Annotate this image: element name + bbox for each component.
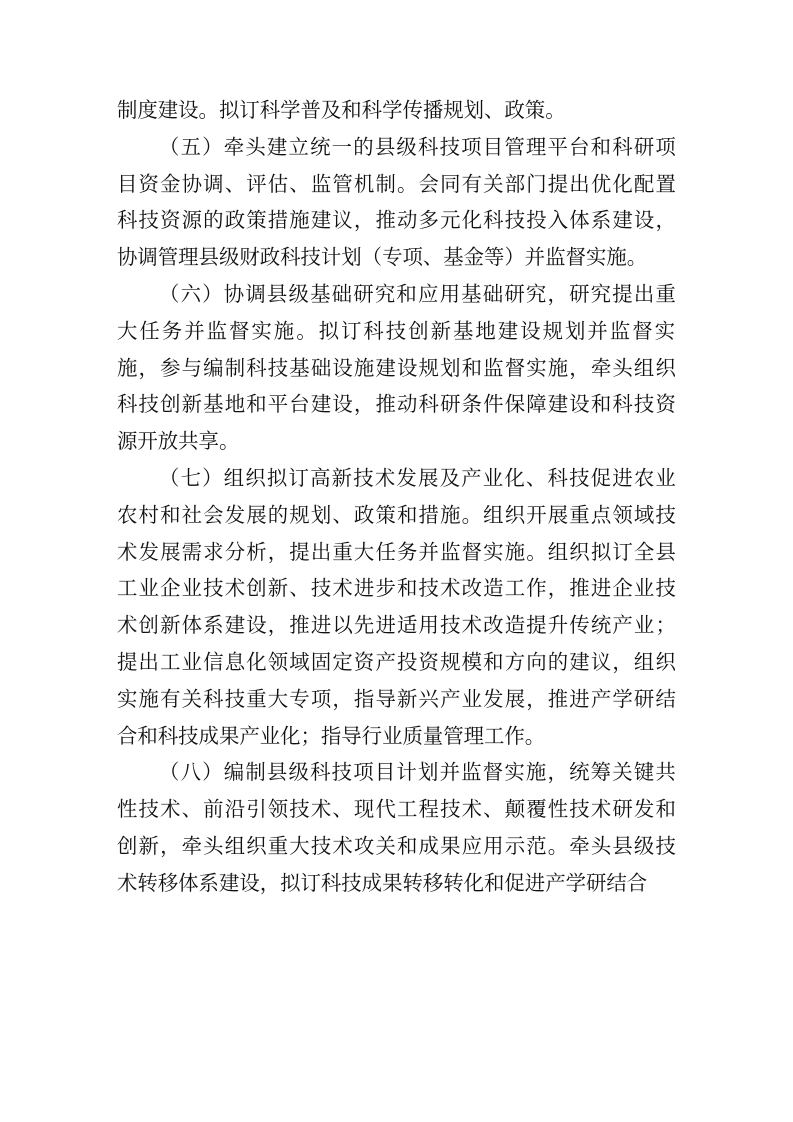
text-line: 术发展需求分析，提出重大任务并监督实施。组织拟订全县: [117, 539, 678, 564]
text-line: 源开放共享。: [117, 429, 240, 454]
text-line: 创新，牵头组织重大技术攻关和成果应用示范。牵头县级技: [117, 833, 678, 858]
text-line: （六）协调县级基础研究和应用基础研究，研究提出重: [159, 281, 678, 306]
text-line: 实施有关科技重大专项，指导新兴产业发展，推进产学研结: [117, 686, 678, 711]
text-line: 农村和社会发展的规划、政策和措施。组织开展重点领域技: [117, 502, 678, 527]
text-line: 术创新体系建设，推进以先进适用技术改造提升传统产业；: [117, 613, 678, 638]
text-line: （五）牵头建立统一的县级科技项目管理平台和科研项: [159, 134, 678, 159]
text-line: 协调管理县级财政科技计划（专项、基金等）并监督实施。: [117, 245, 648, 270]
paragraph-item-6: [117, 276, 677, 460]
text-line: 合和科技成果产业化；指导行业质量管理工作。: [117, 723, 546, 748]
text-line: （七）组织拟订高新技术发展及产业化、科技促进农业: [159, 465, 678, 490]
text-line: （八）编制县级科技项目计划并监督实施，统筹关键共: [159, 760, 678, 785]
paragraph-item-8: [117, 754, 677, 901]
paragraph-item-7: [117, 460, 677, 754]
text-line: 提出工业信息化领域固定资产投资规模和方向的建议，组织: [117, 649, 678, 674]
paragraph-item-5: [117, 129, 677, 276]
text-line: 工业企业技术创新、技术进步和技术改造工作，推进企业技: [117, 576, 678, 601]
text-line: 性技术、前沿引领技术、现代工程技术、颠覆性技术研发和: [117, 797, 678, 822]
text-line: 制度建设。拟订科学普及和科学传播规划、政策。: [117, 98, 566, 122]
text-line: 施，参与编制科技基础设施建设规划和监督实施，牵头组织: [117, 355, 678, 380]
text-line: 大任务并监督实施。拟订科技创新基地建设规划并监督实: [117, 318, 677, 343]
text-line: 目资金协调、评估、监管机制。会同有关部门提出优化配置: [117, 171, 678, 196]
document-body: [117, 92, 677, 902]
text-line: 术转移体系建设，拟订科技成果转移转化和促进产学研结合: [117, 870, 648, 895]
text-line: 科技创新基地和平台建设，推动科研条件保障建设和科技资: [117, 392, 678, 417]
paragraph-continuation: [117, 92, 677, 129]
text-line: 科技资源的政策措施建议，推动多元化科技投入体系建设，: [117, 208, 678, 233]
